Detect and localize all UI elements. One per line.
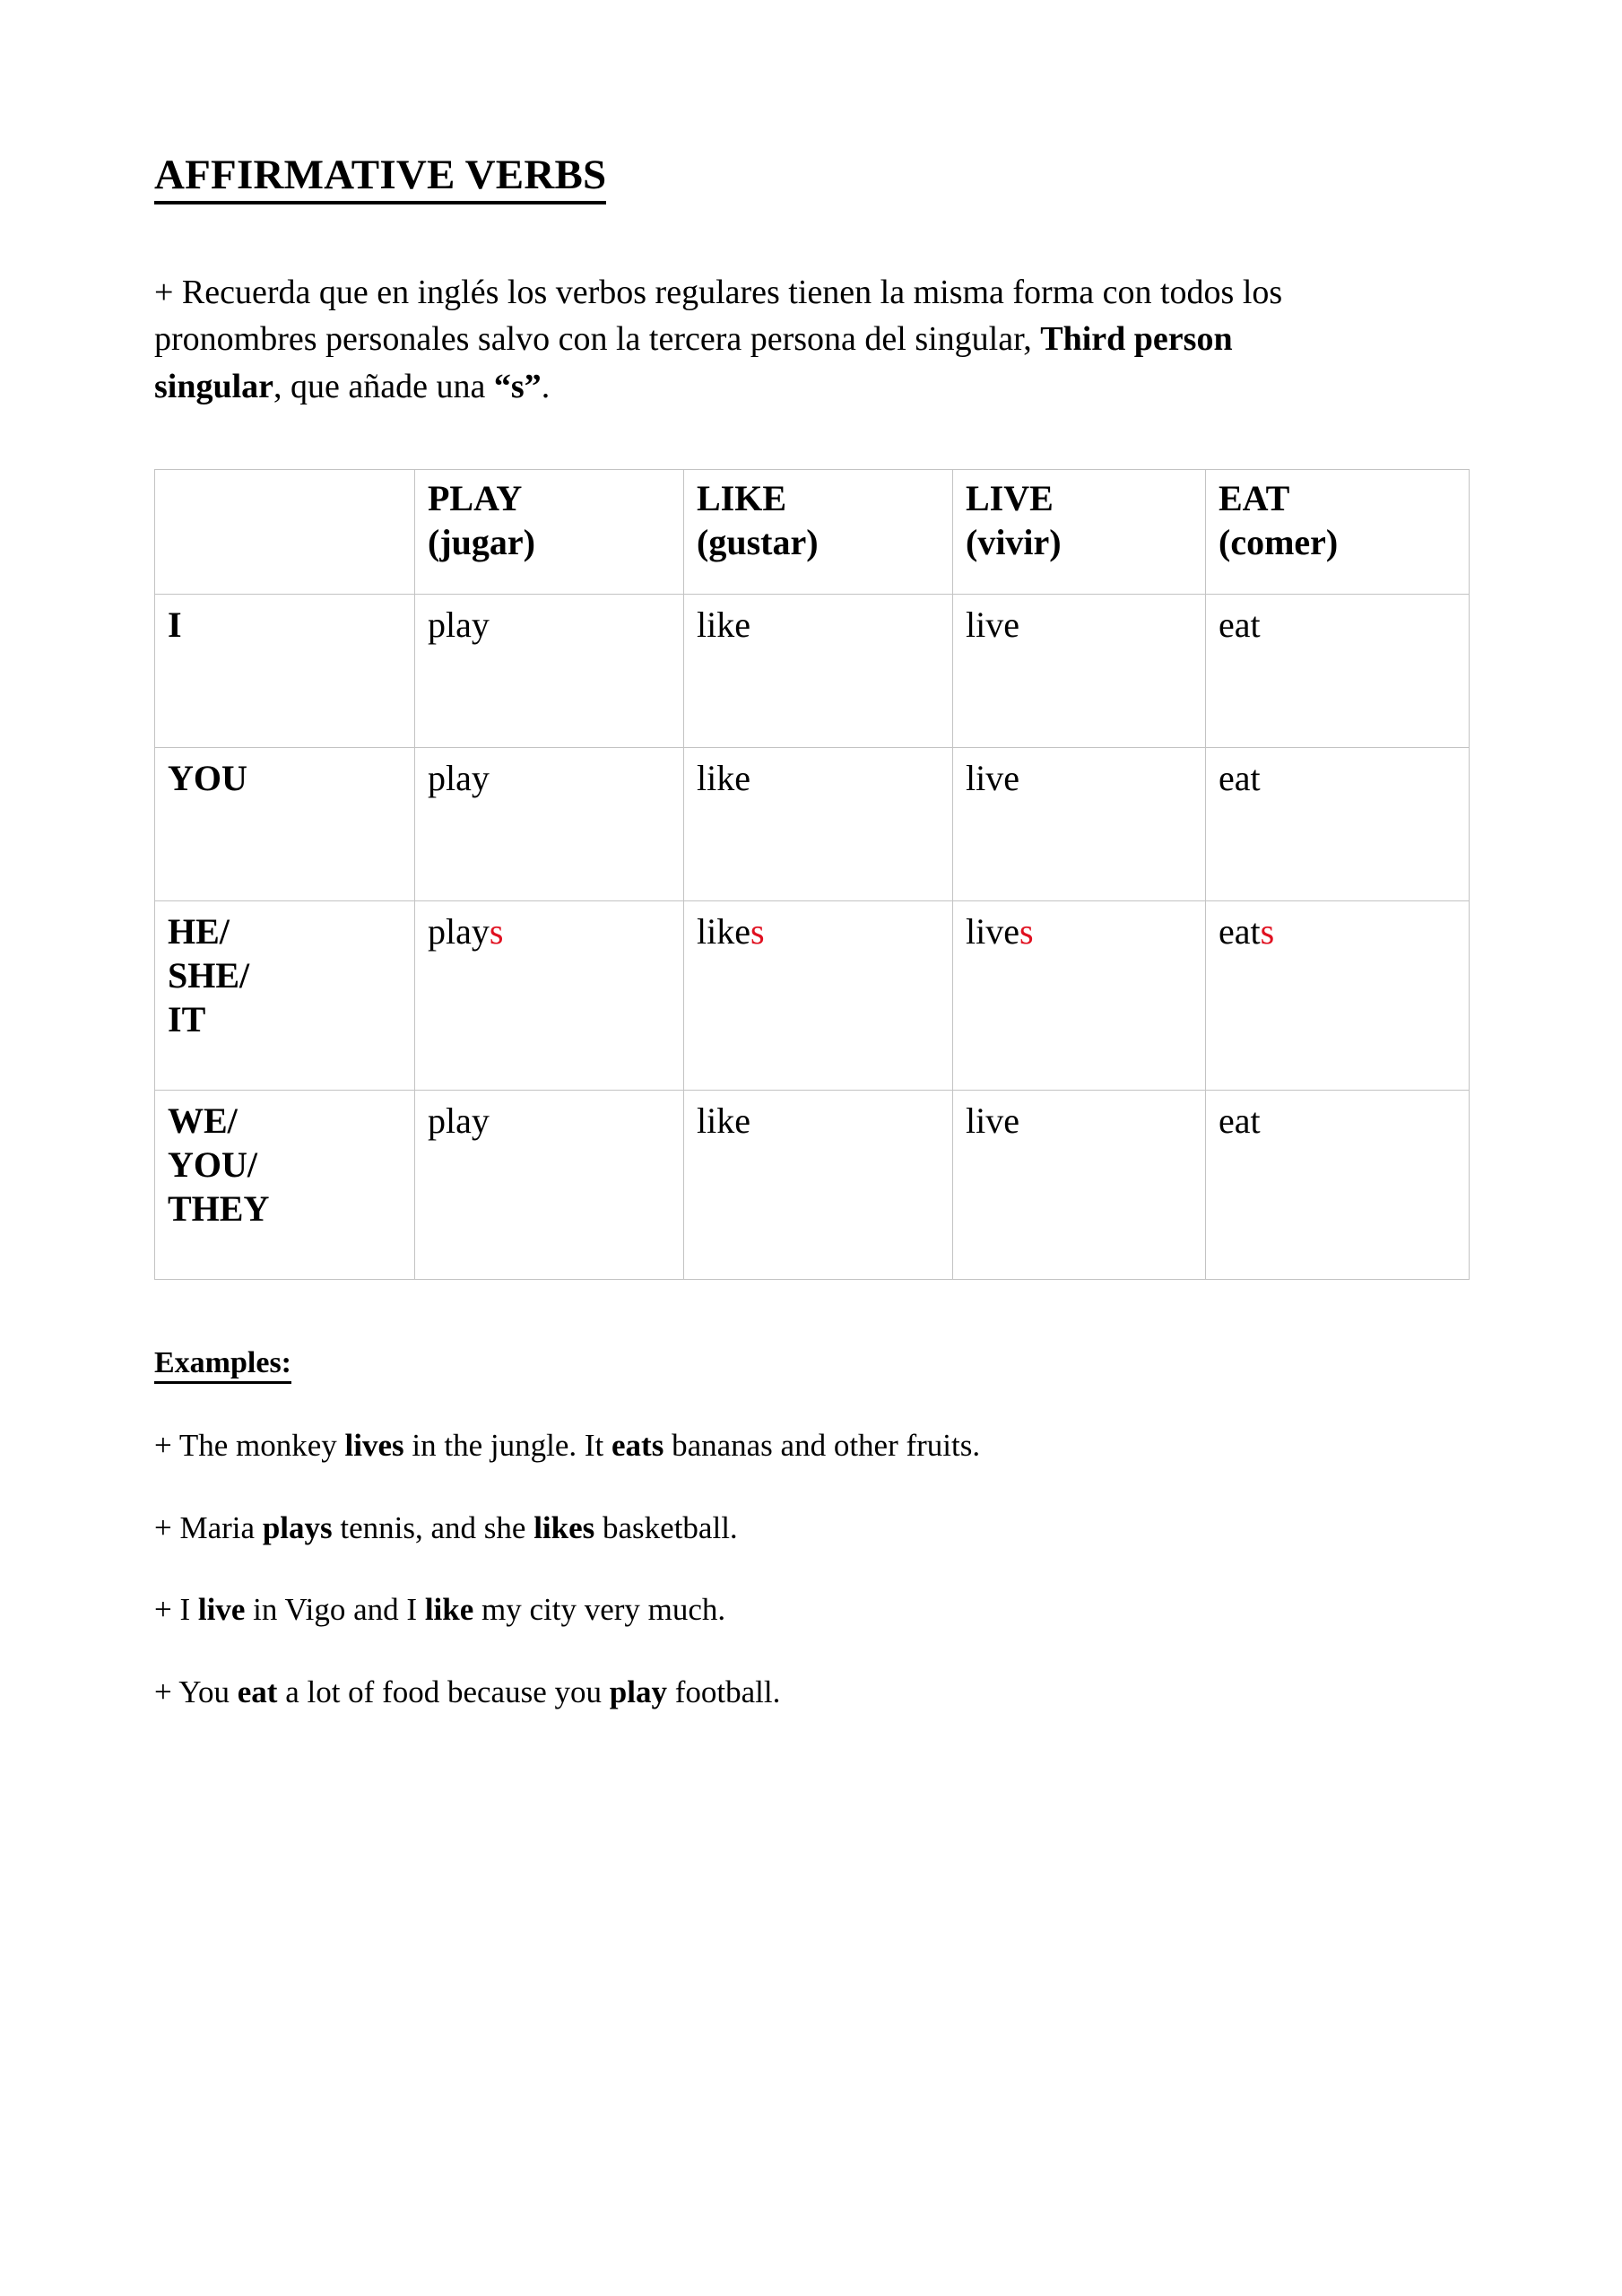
header-verb-play: PLAY bbox=[428, 478, 523, 518]
verb-form-cell bbox=[415, 901, 684, 1091]
verb-form-cell bbox=[684, 595, 953, 748]
example-bold-verb: like bbox=[424, 1592, 474, 1627]
example-text: in the jungle. It bbox=[403, 1428, 612, 1463]
verb-form-cell bbox=[1206, 748, 1470, 901]
table-header-cell-like bbox=[684, 470, 953, 595]
example-text: I bbox=[179, 1592, 198, 1627]
header-translation-like: (gustar) bbox=[697, 521, 819, 562]
pronoun-line: I bbox=[168, 604, 182, 645]
example-text: in Vigo and I bbox=[245, 1592, 425, 1627]
verb-stem: like bbox=[697, 758, 750, 798]
example-prefix: + bbox=[154, 1509, 180, 1545]
verb-form-cell bbox=[1206, 595, 1470, 748]
header-translation-play: (jugar) bbox=[428, 521, 535, 562]
pronoun-cell bbox=[155, 595, 415, 748]
verb-form-cell bbox=[953, 901, 1206, 1091]
verb-form-cell bbox=[415, 1091, 684, 1280]
table-row bbox=[155, 901, 1470, 1091]
verb-stem: play bbox=[428, 1100, 490, 1141]
verb-form-cell bbox=[415, 595, 684, 748]
example-item bbox=[154, 1508, 1472, 1549]
example-bold-verb: play bbox=[609, 1674, 667, 1709]
verb-stem: live bbox=[966, 1100, 1019, 1141]
verb-form-cell bbox=[953, 595, 1206, 748]
verb-stem: live bbox=[966, 604, 1019, 645]
example-prefix: + bbox=[154, 1674, 179, 1709]
pronoun-cell bbox=[155, 748, 415, 901]
verb-stem: play bbox=[428, 604, 490, 645]
verb-suffix: s bbox=[1019, 911, 1034, 952]
header-verb-like: LIKE bbox=[697, 478, 787, 518]
table-header-row bbox=[155, 470, 1470, 595]
example-bold-verb: plays bbox=[262, 1509, 333, 1545]
verb-form-cell bbox=[684, 901, 953, 1091]
verb-form-cell bbox=[1206, 901, 1470, 1091]
example-text: football. bbox=[666, 1674, 781, 1709]
intro-bold-quoted: “s” bbox=[493, 367, 542, 405]
table-header-cell-play bbox=[415, 470, 684, 595]
table-row bbox=[155, 595, 1470, 748]
header-translation-live: (vivir) bbox=[966, 521, 1062, 562]
page-title: AFFIRMATIVE VERBS bbox=[154, 152, 606, 204]
verb-suffix: s bbox=[1260, 911, 1275, 952]
example-text: bananas and other fruits. bbox=[664, 1428, 981, 1463]
example-text: tennis, and she bbox=[332, 1509, 534, 1545]
example-bold-verb: eats bbox=[612, 1428, 664, 1463]
table-header-cell-eat bbox=[1206, 470, 1470, 595]
verb-stem: like bbox=[697, 604, 750, 645]
verb-stem: like bbox=[697, 911, 750, 952]
example-bold-verb: likes bbox=[533, 1509, 595, 1545]
verb-form-cell bbox=[684, 1091, 953, 1280]
example-text: You bbox=[178, 1674, 238, 1709]
pronoun-line: SHE/ bbox=[168, 954, 250, 996]
intro-text-before: + Recuerda que en inglés los verbos regulares tienen la misma forma con todos los pronombres personales salvo con la tercera persona del singular, bbox=[154, 273, 1283, 359]
table-row bbox=[155, 748, 1470, 901]
intro-bold-term: Third person singular bbox=[154, 320, 1233, 405]
intro-text-after: . bbox=[541, 367, 551, 405]
pronoun-line: YOU bbox=[168, 758, 247, 798]
example-item bbox=[154, 1672, 1472, 1713]
pronoun-cell bbox=[155, 901, 415, 1091]
verb-stem: live bbox=[966, 911, 1019, 952]
verb-stem: eat bbox=[1219, 758, 1261, 798]
pronoun-line: HE/ bbox=[168, 911, 230, 952]
verb-stem: play bbox=[428, 911, 490, 952]
example-bold-verb: lives bbox=[344, 1428, 404, 1463]
pronoun-line: YOU/ bbox=[168, 1144, 257, 1185]
header-verb-eat: EAT bbox=[1219, 478, 1290, 518]
document-content bbox=[154, 152, 1472, 1712]
example-bold-verb: live bbox=[197, 1592, 246, 1627]
verb-suffix: s bbox=[750, 911, 765, 952]
verb-form-cell bbox=[953, 748, 1206, 901]
example-text: my city very much. bbox=[473, 1592, 726, 1627]
header-verb-live: LIVE bbox=[966, 478, 1054, 518]
example-text: Maria bbox=[179, 1509, 263, 1545]
pronoun-line: WE/ bbox=[168, 1100, 238, 1141]
example-item bbox=[154, 1425, 1472, 1466]
example-bold-verb: eat bbox=[237, 1674, 278, 1709]
verb-stem: live bbox=[966, 758, 1019, 798]
pronoun-line: THEY bbox=[168, 1187, 270, 1229]
verb-suffix: s bbox=[489, 911, 504, 952]
intro-paragraph bbox=[154, 269, 1360, 410]
table-header-empty-cell bbox=[155, 470, 415, 595]
table-row bbox=[155, 1091, 1470, 1280]
verb-form-cell bbox=[1206, 1091, 1470, 1280]
verb-form-cell bbox=[684, 748, 953, 901]
verb-conjugation-table bbox=[154, 469, 1470, 1280]
verb-stem: like bbox=[697, 1100, 750, 1141]
example-prefix: + bbox=[154, 1428, 179, 1463]
example-text: basketball. bbox=[594, 1509, 738, 1545]
example-text: The monkey bbox=[178, 1428, 345, 1463]
verb-stem: eat bbox=[1219, 1100, 1261, 1141]
pronoun-cell bbox=[155, 1091, 415, 1280]
pronoun-line: IT bbox=[168, 998, 206, 1039]
header-translation-eat: (comer) bbox=[1219, 521, 1339, 562]
verb-form-cell bbox=[953, 1091, 1206, 1280]
verb-stem: play bbox=[428, 758, 490, 798]
verb-form-cell bbox=[415, 748, 684, 901]
examples-heading: Examples: bbox=[154, 1346, 291, 1384]
table-header-cell-live bbox=[953, 470, 1206, 595]
example-item bbox=[154, 1589, 1472, 1631]
example-prefix: + bbox=[154, 1592, 180, 1627]
example-text: a lot of food because you bbox=[277, 1674, 610, 1709]
verb-stem: eat bbox=[1219, 604, 1261, 645]
intro-text-middle: , que añade una bbox=[273, 367, 494, 405]
verb-stem: eat bbox=[1219, 911, 1261, 952]
